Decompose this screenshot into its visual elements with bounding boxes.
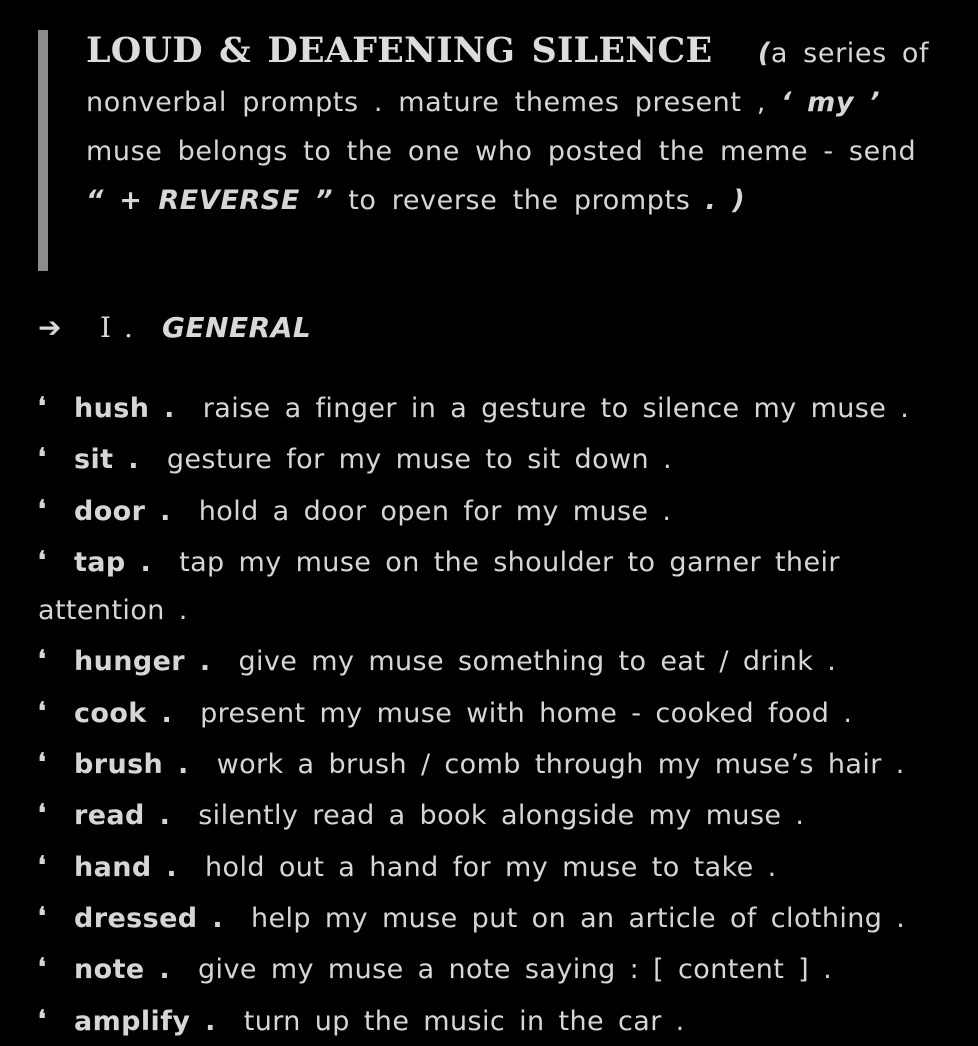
my-emphasis: my bbox=[807, 87, 855, 118]
header-text-2: muse belongs to the one who posted the meme - send bbox=[86, 136, 917, 167]
bullet-quote-icon: ❛ bbox=[38, 747, 47, 777]
prompt-text: work a brush / comb through my muse’s hair . bbox=[216, 749, 905, 781]
prompt-text: raise a finger in a gesture to silence my muse . bbox=[202, 393, 910, 424]
bullet-quote-icon: ❛ bbox=[38, 391, 47, 420]
prompt-keyword: cook . bbox=[74, 697, 173, 729]
prompt-text: present my muse with home - cooked food . bbox=[200, 697, 853, 729]
prompt-item bbox=[38, 635, 948, 686]
prompt-item bbox=[38, 536, 948, 636]
prompt-list bbox=[38, 382, 948, 1046]
prompt-text: give my muse something to eat / drink . bbox=[238, 646, 837, 678]
page-title: LOUD & DEAFENING SILENCE bbox=[86, 30, 713, 71]
my-quote-close: ’ bbox=[869, 87, 881, 118]
prompt-text: hold out a hand for my muse to take . bbox=[205, 851, 777, 883]
my-quote-open: ‘ bbox=[781, 87, 792, 118]
prompt-item bbox=[38, 738, 948, 789]
arrow-right-icon: ➔ bbox=[38, 311, 62, 344]
prompt-item bbox=[38, 789, 948, 840]
prompt-item bbox=[38, 841, 948, 892]
section-numeral: I . bbox=[100, 311, 135, 344]
prompt-item bbox=[38, 995, 948, 1046]
prompt-keyword: note . bbox=[74, 954, 171, 986]
reverse-quote-close: ” bbox=[315, 185, 334, 216]
prompt-keyword: dressed . bbox=[74, 902, 223, 934]
header-text-1: a series of nonverbal prompts . mature themes present , bbox=[86, 38, 930, 118]
prompt-text: tap my muse on the shoulder to garner their attention . bbox=[38, 546, 840, 627]
section-heading bbox=[38, 306, 311, 350]
bullet-quote-icon: ❛ bbox=[38, 849, 47, 879]
prompt-text: help my muse put on an article of clothing . bbox=[250, 902, 906, 934]
bullet-quote-icon: ❛ bbox=[38, 544, 47, 574]
prompt-item bbox=[38, 382, 948, 433]
reverse-quote-open: “ bbox=[86, 185, 104, 216]
reverse-keyword: + REVERSE bbox=[119, 185, 300, 216]
prompt-keyword: amplify . bbox=[74, 1005, 216, 1037]
close-paren: . ) bbox=[705, 185, 746, 216]
bullet-quote-icon: ❛ bbox=[38, 493, 47, 523]
prompt-item bbox=[38, 892, 948, 943]
prompt-keyword: door . bbox=[74, 495, 171, 527]
prompt-keyword: hush . bbox=[74, 393, 175, 424]
prompt-text: silently read a book alongside my muse . bbox=[198, 800, 805, 832]
prompt-item bbox=[38, 485, 948, 536]
bullet-quote-icon: ❛ bbox=[38, 442, 47, 472]
bullet-quote-icon: ❛ bbox=[38, 1003, 47, 1033]
prompt-keyword: read . bbox=[74, 800, 171, 832]
prompt-keyword: sit . bbox=[74, 444, 139, 476]
bullet-quote-icon: ❛ bbox=[38, 644, 47, 674]
prompt-item bbox=[38, 687, 948, 738]
prompt-text: give my muse a note saying : [ content ] . bbox=[198, 954, 833, 986]
prompt-keyword: hand . bbox=[74, 851, 178, 883]
bullet-quote-icon: ❛ bbox=[38, 695, 47, 725]
prompt-text: gesture for my muse to sit down . bbox=[166, 444, 672, 476]
prompt-keyword: tap . bbox=[74, 546, 152, 578]
header-text-3: to reverse the prompts bbox=[348, 185, 691, 216]
prompt-text: turn up the music in the car . bbox=[243, 1005, 685, 1037]
open-paren: ( bbox=[757, 38, 771, 69]
bullet-quote-icon: ❛ bbox=[38, 798, 47, 828]
header-accent-bar bbox=[38, 30, 48, 271]
prompt-item bbox=[38, 433, 948, 484]
header-block bbox=[86, 26, 946, 225]
prompt-item bbox=[38, 943, 948, 994]
prompt-text: hold a door open for my muse . bbox=[198, 495, 672, 527]
bullet-quote-icon: ❛ bbox=[38, 952, 47, 982]
section-title: GENERAL bbox=[162, 311, 312, 344]
bullet-quote-icon: ❛ bbox=[38, 900, 47, 930]
prompt-keyword: brush . bbox=[74, 749, 189, 781]
prompt-keyword: hunger . bbox=[74, 646, 211, 678]
